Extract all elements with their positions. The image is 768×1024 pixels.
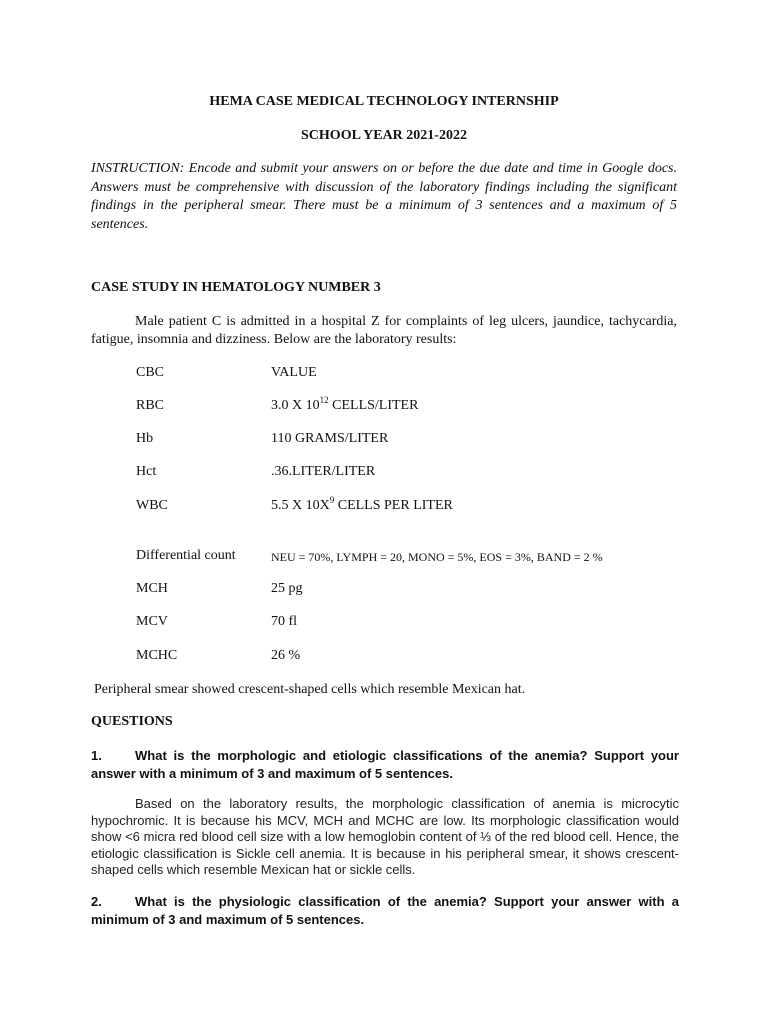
document-title: HEMA CASE MEDICAL TECHNOLOGY INTERNSHIP <box>209 94 559 109</box>
case-intro: Male patient C is admitted in a hospital Z for complaints of leg ulcers, jaundice, tachycardia, fatigue, insomnia and dizziness. Below are the laboratory results: <box>91 314 677 347</box>
lab-mcv-value: 70 fl <box>271 614 298 629</box>
lab-wbc-value: 5.5 X $10X^9$ CELLS PER LITER <box>271 495 453 513</box>
question-2-text: What is the physiologic classification of the anemia? Support your answer with a minimum of 3 and maximum of 5 sentences. <box>91 894 679 927</box>
lab-hct-label: Hct <box>136 464 157 479</box>
peripheral-smear-note: Peripheral smear showed crescent-shaped cells which resemble Mexican hat. <box>94 682 526 697</box>
question-1 <box>91 747 679 783</box>
question-1-text: What is the morphologic and etiologic classifications of the anemia? Support your answer with a minimum of 3 and maximum of 5 sentences. <box>91 748 679 781</box>
lab-mch-label: MCH <box>136 581 168 596</box>
question-2-number: 2. <box>91 894 102 909</box>
question-1-number: 1. <box>91 748 102 763</box>
lab-header-cbc: CBC <box>136 365 165 380</box>
lab-mchc-label: MCHC <box>136 648 178 663</box>
lab-hb-label: Hb <box>136 431 154 446</box>
question-2 <box>91 893 679 929</box>
lab-mcv-label: MCV <box>136 614 168 629</box>
lab-header-value: VALUE <box>271 365 317 380</box>
instruction-paragraph: INSTRUCTION: Encode and submit your answers on or before the due date and time in Google docs. Answers must be comprehensive with discussion of the laboratory findings including the significant findings in the peripheral smear. There must be a minimum of 3 sentences and a maximum of 5 sentences. <box>91 161 677 232</box>
lab-diff-value: NEU = 70%, LYMPH = 20, MONO = 5%, EOS = 3%, BAND = 2 % <box>271 550 603 564</box>
lab-diff-label: Differential count <box>136 548 236 563</box>
school-year: SCHOOL YEAR 2021-2022 <box>301 128 467 143</box>
lab-hct-value: .36.LITER/LITER <box>271 464 376 479</box>
questions-heading: QUESTIONS <box>91 714 173 729</box>
lab-rbc-value: 3.0 X $10^{12}$ CELLS/LITER <box>271 395 419 413</box>
case-heading: CASE STUDY IN HEMATOLOGY NUMBER 3 <box>91 280 381 295</box>
lab-rbc-label: RBC <box>136 398 165 413</box>
answer-1: Based on the laboratory results, the morphologic classification of anemia is microcytic hypochromic. It is because his MCV, MCH and MCHC are low. Its morphologic classification would show <6 micra red blood cell size with a low hemoglobin content of ⅓ of the red blood cell. Hence, the etiologic classification is Sickle cell anemia. It is because in his peripheral smear, it shows crescent-shaped cells which resemble Mexican hat or sickle cells. <box>91 796 679 877</box>
lab-wbc-label: WBC <box>136 498 168 513</box>
lab-mch-value: 25 pg <box>271 581 303 596</box>
lab-hb-value: 110 GRAMS/LITER <box>271 431 389 446</box>
lab-mchc-value: 26 % <box>271 648 301 663</box>
